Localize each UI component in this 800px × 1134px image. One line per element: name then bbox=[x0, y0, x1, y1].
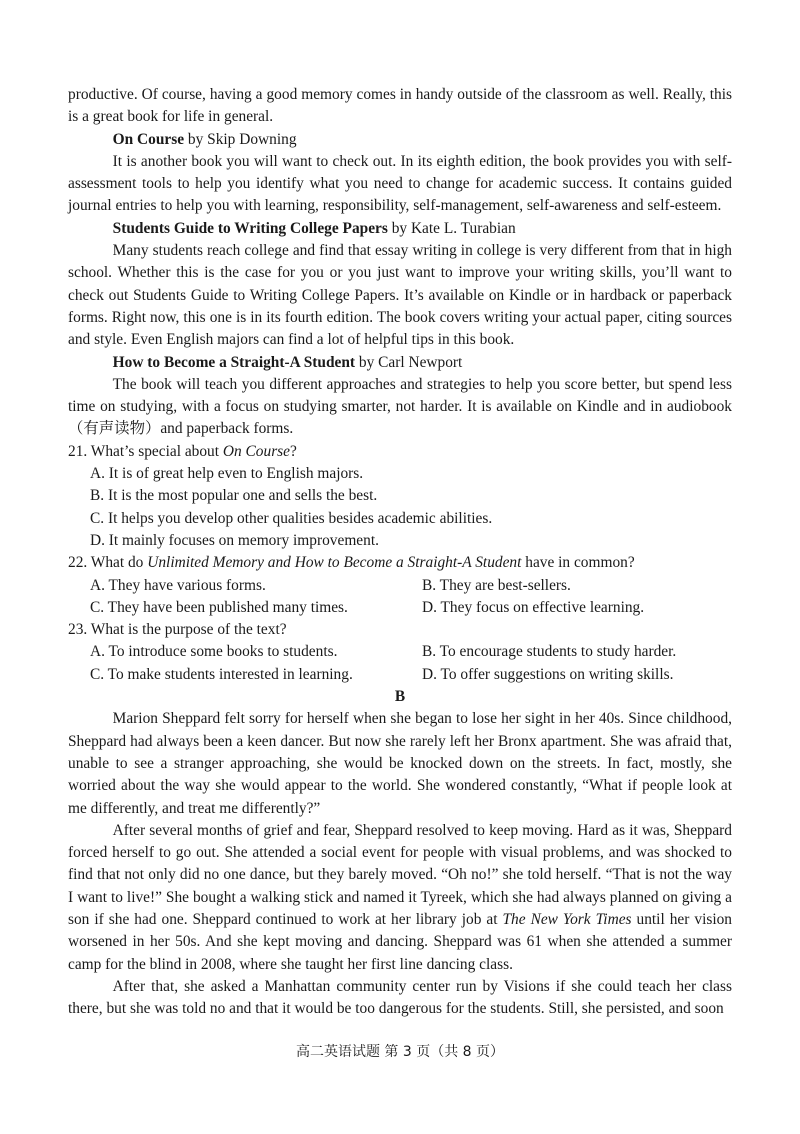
paragraph-text: After several months of grief and fear, Sheppard resolved to keep moving. Hard as it was, Sheppard forced herself to go out. She attended a social event for people with visual problems, and was shocked to find that not only did no one dance, but they barely moved. “Oh no!” she told herself. “That is not the way I want to live!” She bought a walking stick and named it Tyreek, which she had always planned on giving a son if she had one. Sheppard continued to work at her library job at bbox=[68, 821, 732, 928]
passage-b-paragraph-1: Marion Sheppard felt sorry for herself when she began to lose her sight in her 40s. Since childhood, Sheppard had always been a keen dancer. But now she rarely left her Bronx apartment. She was afraid that, unable to see a stranger approaching, she would be knocked down on the streets. In fact, mostly, she worried about the way she would appear to the world. She wondered constantly, “What if people look at me differently, and treat me differently?” bbox=[68, 710, 732, 817]
book-desc-writing-guide: Many students reach college and find that essay writing in college is very different from that in high school. Whether this is the case for you or you just want to improve your writing skills, you’ll want to check out Students Guide to Writing College Papers. It’s available on Kindle or in hardback or paperback forms. Right now, this one is in its fourth edition. The book covers writing your actual paper, citing sources and style. Even English majors can find a lot of helpful tips in this book. bbox=[68, 242, 732, 349]
question-22-option-b: B. They are best-sellers. bbox=[422, 576, 571, 594]
book-author: by Skip Downing bbox=[184, 130, 297, 148]
question-22-stem bbox=[68, 552, 732, 574]
section-heading-b: B bbox=[394, 688, 406, 706]
question-text: 22. What do bbox=[68, 554, 148, 572]
question-23-option-d: D. To offer suggestions on writing skills. bbox=[422, 665, 674, 683]
book-author: by Kate L. Turabian bbox=[387, 219, 516, 237]
passage-b-paragraph-2 bbox=[68, 820, 732, 976]
newspaper-title: The New York Times bbox=[502, 910, 632, 928]
question-21-option-a: A. It is of great help even to English majors. bbox=[90, 465, 364, 483]
book-desc-on-course: It is another book you will want to check out. In its eighth edition, the book provides you with self-assessment tools to help you identify what you need to change for academic success. It contains guided journal entries to help you with learning, responsibility, self-management, self-awareness and self-esteem. bbox=[68, 152, 732, 215]
question-text: 21. What’s special about bbox=[68, 442, 223, 460]
question-22-option-d: D. They focus on effective learning. bbox=[422, 598, 645, 616]
passage-a-intro: productive. Of course, having a good memory comes in handy outside of the classroom as well. Really, this is a great book for life in general. bbox=[68, 86, 732, 126]
page-content bbox=[68, 84, 732, 1020]
question-23-option-c: C. To make students interested in learning. bbox=[90, 665, 353, 683]
question-23-stem: 23. What is the purpose of the text? bbox=[68, 621, 287, 639]
question-22-options-row-2 bbox=[68, 597, 732, 619]
book-desc-straight-a: The book will teach you different approaches and strategies to help you score better, but spend less time on studying, with a focus on studying smarter, not harder. It is available on Kindle and in audiobook（有声读物）and paperback forms. bbox=[68, 375, 732, 438]
question-22-option-c: C. They have been published many times. bbox=[90, 598, 348, 616]
question-text: ? bbox=[290, 442, 297, 460]
question-italic: On Course bbox=[222, 442, 290, 460]
page-footer: 高二英语试题 第 3 页（共 8 页） bbox=[295, 1044, 505, 1060]
question-23-option-b: B. To encourage students to study harder. bbox=[422, 643, 677, 661]
question-italic: Unlimited Memory and How to Become a Straight-A Student bbox=[147, 554, 522, 572]
question-21-stem bbox=[68, 441, 732, 463]
book-title: Students Guide to Writing College Papers bbox=[112, 219, 388, 237]
book-title: On Course bbox=[112, 130, 185, 148]
book-title-straight-a bbox=[68, 352, 732, 374]
passage-b-paragraph-3: After that, she asked a Manhattan community center run by Visions if she could teach her class there, but she was told no and that it would be too dangerous for the students. Still, she persisted, and soon bbox=[68, 977, 732, 1018]
book-title-on-course bbox=[68, 129, 732, 151]
question-21-option-b: B. It is the most popular one and sells the best. bbox=[90, 487, 378, 505]
question-22-options-row-1 bbox=[68, 575, 732, 597]
question-21-option-c: C. It helps you develop other qualities besides academic abilities. bbox=[90, 509, 493, 527]
question-23-option-a: A. To introduce some books to students. bbox=[90, 643, 338, 661]
book-title: How to Become a Straight-A Student bbox=[112, 353, 356, 371]
question-text: have in common? bbox=[521, 554, 635, 572]
paragraph-text: until her vision worsened in her 50s. And she kept moving and dancing. Sheppard was 61 when she attended a summer camp for the blind in 2008, where she taught her first line dancing class. bbox=[68, 910, 732, 973]
question-21-option-d: D. It mainly focuses on memory improvement. bbox=[90, 531, 379, 549]
book-author: by Carl Newport bbox=[355, 353, 463, 371]
question-22-option-a: A. They have various forms. bbox=[90, 576, 266, 594]
question-23-options-row-1 bbox=[68, 641, 732, 663]
question-23-options-row-2 bbox=[68, 664, 732, 686]
book-title-writing-guide bbox=[68, 218, 732, 240]
